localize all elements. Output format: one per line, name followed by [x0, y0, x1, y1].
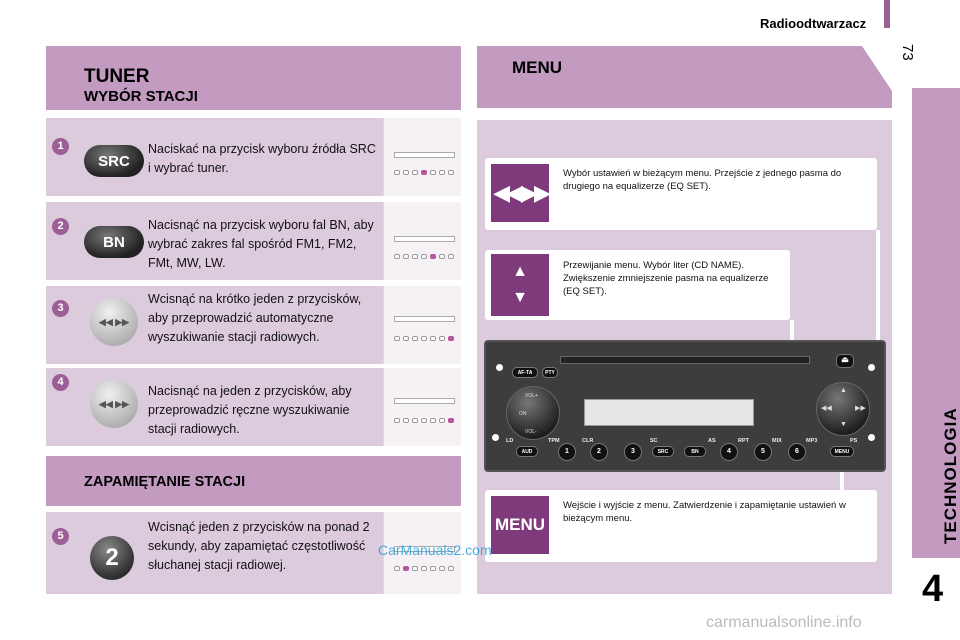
info-box-scroll [485, 250, 790, 320]
radio-thumbnail [383, 368, 461, 446]
bn-button[interactable]: BN [684, 446, 706, 457]
step-number: 3 [52, 300, 69, 317]
seek-button-icon: ◀◀ ▶▶ [90, 298, 138, 346]
header-title: Radioodtwarzacz [760, 16, 867, 31]
step-text: Nacisnąć na jeden z przycisków, aby przeprowadzić ręczne wyszukiwanie stacji radiowych. [148, 384, 352, 436]
radio-unit: AF-TA PTY VOL+ ON VOL- ▲ ◀◀ ▶▶ ▼ ⏏ LD TPM CLR SC AS RPT MIX MP3 PS AUD 1 2 3 SRC BN 4 5 6 MENU [484, 340, 886, 472]
step-number: 4 [52, 374, 69, 391]
step-3 [46, 286, 461, 364]
rewind-forward-icon: ◀◀ ▶▶ [491, 164, 549, 222]
manual-seek-button-icon: ◀◀ ▶▶ [90, 380, 138, 428]
memory-title: ZAPAMIĘTANIE STACJI [84, 474, 246, 490]
step-2 [46, 202, 461, 280]
cd-slot [560, 356, 810, 364]
info-box-menu [485, 490, 877, 562]
step-1 [46, 118, 461, 196]
preset-1-button[interactable]: 1 [558, 443, 576, 461]
volume-knob[interactable]: VOL+ ON VOL- [506, 386, 560, 440]
af-ta-button[interactable]: AF-TA [512, 367, 538, 378]
preset-4-button[interactable]: 4 [720, 443, 738, 461]
info-text: Wejście i wyjście z menu. Zatwierdzenie i zapamiętanie ustawień w bieżącym menu. [563, 500, 846, 524]
info-text: Wybór ustawień w bieżącym menu. Przejście z jednego pasma do drugiego na equalizerze (EQ SET). [563, 168, 842, 192]
aud-button[interactable]: AUD [516, 446, 538, 457]
preset-5-button[interactable]: 5 [754, 443, 772, 461]
step-text: Nacisnąć na przycisk wyboru fal BN, aby wybrać zakres fal spośród FM1, FM2, FMt, MW, LW. [148, 218, 374, 270]
lcd-display [584, 399, 754, 426]
radio-thumbnail [383, 286, 461, 364]
step-text: Wcisnąć na krótko jeden z przycisków, aby przeprowadzić automatyczne wyszukiwanie stacji radiowych. [148, 292, 362, 344]
info-text: Przewijanie menu. Wybór liter (CD NAME). Zwiększenie zmniejszenie pasma na equalizerze (EQ SET). [563, 260, 769, 297]
page-number: 73 [899, 44, 916, 61]
menu-title: MENU [512, 58, 563, 77]
chapter-number: 4 [922, 568, 944, 610]
step-number: 1 [52, 138, 69, 155]
tuner-title: TUNER [84, 66, 150, 87]
step-text: Wcisnąć jeden z przycisków na ponad 2 sekundy, aby zapamiętać częstotliwość słuchanej stacji radiowej. [148, 520, 370, 572]
src-button-icon: SRC [84, 145, 144, 177]
info-box-seek [485, 158, 877, 230]
bn-button-icon: BN [84, 226, 144, 258]
eject-button[interactable]: ⏏ [836, 354, 854, 368]
src-button[interactable]: SRC [652, 446, 674, 457]
menu-button-icon: MENU [491, 496, 549, 554]
step-number: 5 [52, 528, 69, 545]
step-4 [46, 368, 461, 446]
watermark: carmanualsonline.info [706, 614, 862, 631]
pty-button[interactable]: PTY [542, 367, 558, 378]
up-down-arrows-icon: ▲ ▼ [491, 254, 549, 316]
preset-2-button[interactable]: 2 [590, 443, 608, 461]
preset-button-icon: 2 [90, 536, 134, 580]
step-text: Naciskać na przycisk wyboru źródła SRC i wybrać tuner. [148, 142, 376, 175]
preset-3-button[interactable]: 3 [624, 443, 642, 461]
step-number: 2 [52, 218, 69, 235]
section-label: TECHNOLOGIA [941, 407, 960, 544]
menu-button[interactable]: MENU [830, 446, 854, 457]
radio-thumbnail [383, 202, 461, 280]
header-accent-bar [884, 0, 890, 28]
radio-thumbnail [383, 118, 461, 196]
navigation-knob[interactable]: ▲ ◀◀ ▶▶ ▼ [816, 382, 870, 436]
watermark: CarManuals2.com [378, 542, 492, 558]
tuner-subtitle: WYBÓR STACJI [84, 88, 198, 105]
preset-6-button[interactable]: 6 [788, 443, 806, 461]
